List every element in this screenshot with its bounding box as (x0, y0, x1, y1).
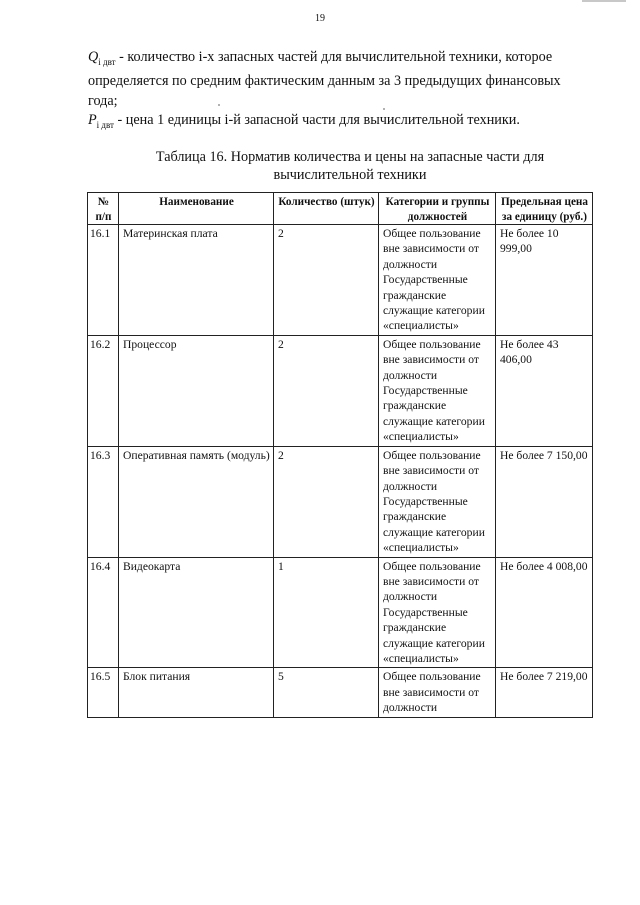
cell-num: 16.5 (88, 668, 119, 717)
cell-qty: 2 (274, 335, 379, 446)
symbol-p: $P_{i двт}$ (88, 112, 114, 131)
cell-category: Общее пользование вне зависимости от должности (379, 668, 496, 717)
cell-category: Общее пользование вне зависимости от должности Государственные гражданские служащие категории «специалисты» (379, 335, 496, 446)
symbol-q: $Q_{i двт}$ (88, 49, 116, 67)
cell-num: 16.3 (88, 446, 119, 557)
cell-name: Материнская плата (119, 225, 274, 336)
page-number: 19 (315, 13, 325, 24)
cell-qty: 5 (274, 668, 379, 717)
cell-qty: 2 (274, 225, 379, 336)
definition-p (88, 111, 586, 135)
table-row (88, 557, 593, 668)
cell-qty: 2 (274, 446, 379, 557)
scan-speck (218, 104, 220, 106)
cell-num: 16.4 (88, 557, 119, 668)
cell-price: Не более 4 008,00 (496, 557, 593, 668)
header-category: Категории и группы должностей (379, 193, 496, 225)
table-row (88, 335, 593, 446)
cell-num: 16.2 (88, 335, 119, 446)
table-header-row (88, 193, 593, 225)
cell-name: Процессор (119, 335, 274, 446)
cell-qty: 1 (274, 557, 379, 668)
cell-name: Видеокарта (119, 557, 274, 668)
cell-category: Общее пользование вне зависимости от должности Государственные гражданские служащие категории «специалисты» (379, 446, 496, 557)
cell-price: Не более 7 150,00 (496, 446, 593, 557)
cell-price: Не более 10 999,00 (496, 225, 593, 336)
scan-artifact (582, 0, 626, 2)
definitions-block (88, 48, 586, 136)
caption-line-2: вычислительной техники (273, 167, 427, 183)
table-row (88, 668, 593, 717)
definition-q (88, 48, 586, 111)
scan-speck (383, 108, 385, 110)
table-caption (100, 148, 600, 184)
table-row (88, 225, 593, 336)
cell-num: 16.1 (88, 225, 119, 336)
cell-name: Оперативная память (модуль) (119, 446, 274, 557)
table-row (88, 446, 593, 557)
header-name: Наименование (119, 193, 274, 225)
definition-q-text: - количество i-х запасных частей для вычислительной техники, которое определяется по средним фактическим данным за 3 предыдущих финансовых года; (88, 49, 561, 109)
header-num: № п/п (88, 193, 119, 225)
definition-p-text: - цена 1 единицы i-й запасной части для вычислительной техники. (113, 112, 520, 129)
cell-name: Блок питания (119, 668, 274, 717)
header-price: Предельная цена за единицу (руб.) (496, 193, 593, 225)
norm-table (87, 192, 593, 718)
cell-price: Не более 43 406,00 (496, 335, 593, 446)
header-qty: Количество (штук) (274, 193, 379, 225)
cell-category: Общее пользование вне зависимости от должности Государственные гражданские служащие категории «специалисты» (379, 557, 496, 668)
cell-price: Не более 7 219,00 (496, 668, 593, 717)
caption-line-1: Таблица 16. Норматив количества и цены на запасные части для (155, 149, 545, 165)
cell-category: Общее пользование вне зависимости от должности Государственные гражданские служащие категории «специалисты» (379, 225, 496, 336)
